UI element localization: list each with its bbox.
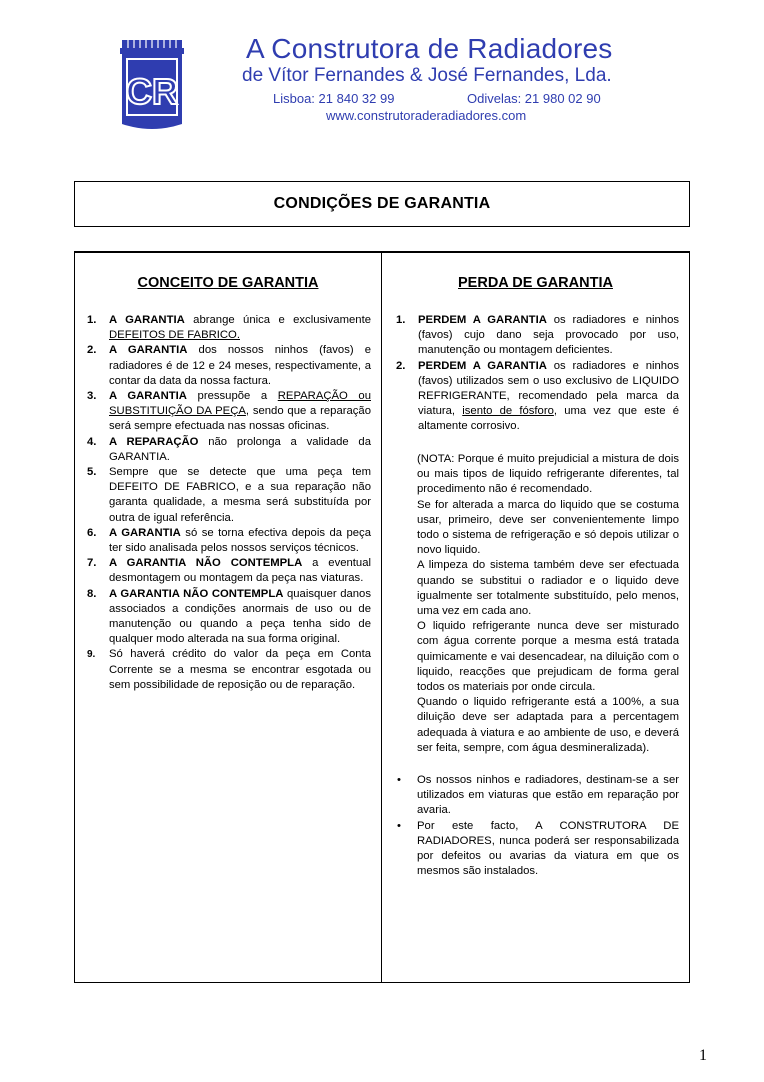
item-bold-text: PERDEM A GARANTIA xyxy=(418,359,547,372)
item-text: os radiadores e ninhos (favos) utilizados sem o uso exclusivo de LIQUIDO REFRIGERANTE, recomendado pela marca da viatura, xyxy=(418,359,680,418)
item-text: não prolonga a validade da GARANTIA. xyxy=(109,435,371,463)
item-number: 2. xyxy=(396,359,406,372)
item-number: 5. xyxy=(87,466,97,479)
note-paragraph: (NOTA: Porque é muito prejudicial a mistura de dois ou mais tipos de liquido refrigerante diferentes, tal procedimento não é recomendado. xyxy=(417,453,679,496)
bullet-list xyxy=(392,773,679,879)
note-paragraph: Se for alterada a marca do liquido que se costuma usar, primeiro, deve ser convenientemente limpo todo o sistema de refrigeração e só depois utilizar o novo liquido. xyxy=(417,498,679,557)
item-underlined-text: DEFEITOS DE FABRICO. xyxy=(109,329,240,342)
item-bold-text: A GARANTIA xyxy=(109,390,187,403)
heading-warranty-loss: PERDA DE GARANTIA xyxy=(458,275,613,291)
page-number: 1 xyxy=(699,1047,707,1064)
document-title: CONDIÇÕES DE GARANTIA xyxy=(273,195,491,212)
list-item xyxy=(83,343,371,389)
item-bold-text: A GARANTIA NÃO CONTEMPLA xyxy=(109,587,284,600)
bullet-icon: • xyxy=(397,774,401,786)
list-item xyxy=(392,313,679,359)
list-item xyxy=(83,313,371,343)
item-number: 1. xyxy=(396,314,406,326)
item-text: só se torna efectiva depois da peça ter sido analisada pelos nossos serviços técnicos. xyxy=(109,526,371,555)
item-bold-text: A GARANTIA xyxy=(109,344,188,357)
title-box xyxy=(74,181,690,227)
list-item xyxy=(392,359,679,435)
bullet-text: Por este facto, A CONSTRUTORA DE RADIADORES, nunca poderá ser responsabilizada por defeitos ou avarias da viatura em que os mesmos são instalados. xyxy=(417,819,679,878)
item-number: 6. xyxy=(87,526,97,539)
item-text: os radiadores e ninhos (favos) cujo dano seja provocado por uso, manutenção ou montagem deficientes. xyxy=(418,314,680,357)
list-item xyxy=(83,647,371,693)
column-warranty-concept xyxy=(75,253,382,982)
list-item xyxy=(83,465,371,526)
note-block xyxy=(392,452,679,756)
phone-odivelas: Odivelas: 21 980 02 90 xyxy=(467,91,601,106)
item-number: 2. xyxy=(87,344,97,357)
item-number: 9. xyxy=(87,649,96,661)
warranty-table xyxy=(74,251,690,983)
phone-lisboa: Lisboa: 21 840 32 99 xyxy=(273,91,395,106)
company-logo xyxy=(119,38,185,132)
bullet-item xyxy=(392,773,679,819)
warranty-loss-list xyxy=(392,313,679,435)
item-underlined-text: REPARAÇÃO ou SUBSTITUIÇÃO DA PEÇA xyxy=(109,390,371,418)
item-text: dos nossos ninhos (favos) e radiadores é de 12 e 24 meses, respectivamente, a contar da data da nossa factura. xyxy=(109,344,371,387)
list-item xyxy=(83,526,371,556)
item-underlined-text: isento de fósforo xyxy=(462,405,554,418)
item-number: 7. xyxy=(87,557,97,570)
warranty-concept-list xyxy=(83,313,371,693)
heading-warranty-concept: CONCEITO DE GARANTIA xyxy=(137,275,319,291)
bullet-text: Os nossos ninhos e radiadores, destinam-se a ser utilizados em viaturas que estão em reparação por avaria. xyxy=(417,774,679,817)
website-link[interactable]: www.construtoraderadiadores.com xyxy=(326,108,527,123)
list-item xyxy=(83,435,371,465)
item-text: pressupõe a xyxy=(186,390,278,403)
item-bold-text: A GARANTIA xyxy=(109,526,181,539)
item-number: 8. xyxy=(87,587,97,600)
list-item xyxy=(83,556,371,586)
item-bold-text: A GARANTIA NÃO CONTEMPLA xyxy=(109,557,303,570)
item-number: 4. xyxy=(87,435,97,448)
item-bold-text: A GARANTIA xyxy=(109,314,185,326)
item-text: abrange única e exclusivamente xyxy=(184,314,371,326)
item-bold-text: PERDEM A GARANTIA xyxy=(418,314,547,326)
item-number: 3. xyxy=(87,390,97,403)
item-text: quaisquer danos associados a condições anormais de uso ou de manutenção ou quando a peça tenha sido de qualquer modo alterada na sua forma original. xyxy=(109,587,371,646)
bullet-icon: • xyxy=(397,819,401,832)
item-bold-text: A REPARAÇÃO xyxy=(109,435,199,448)
note-paragraph: O liquido refrigerante nunca deve ser misturado com água corrente porque a mesma está tratada quimicamente e vai desencadear, na diluição com o liquido, reacções que prejudicam de forma geral todos os materiais por onde circula. xyxy=(417,620,679,694)
item-text: a eventual desmontagem ou montagem da peça nas viaturas. xyxy=(109,557,371,585)
note-paragraph: A limpeza do sistema também deve ser efectuada quando se substitui o radiador e o liquido deve igualmente ser totalmente substituído, pelo menos, uma vez em cada ano. xyxy=(417,559,679,618)
list-item xyxy=(83,587,371,648)
item-number: 1. xyxy=(87,314,97,326)
column-warranty-loss xyxy=(382,253,689,982)
item-text: Sempre que se detecte que uma peça tem DEFEITO DE FABRICO, e a sua reparação não garanta qualidade, a mesma será substituída por outra de igual referência. xyxy=(109,466,371,524)
note-paragraph: Quando o liquido refrigerante está a 100%, a sua diluição deve ser adaptada para a percentagem adequada à viatura e ao ambiente de uso, e deverá ser feita, sempre, com água desmineralizada). xyxy=(417,696,679,754)
item-text: , uma vez que este é altamente corrosivo. xyxy=(418,405,680,433)
company-name: A Construtora de Radiadores xyxy=(246,33,613,64)
item-text: Só haverá crédito do valor da peça em Conta Corrente se a mesma se encontrar esgotada ou sem possibilidade de reposição ou de reparação. xyxy=(109,648,371,691)
company-subtitle: de Vítor Fernandes & José Fernandes, Lda. xyxy=(242,65,612,86)
item-text: , sendo que a reparação será sempre efectuada nas nossas oficinas. xyxy=(109,405,371,433)
bullet-item xyxy=(392,819,679,880)
svg-text:CR: CR xyxy=(126,71,178,112)
list-item xyxy=(83,389,371,435)
